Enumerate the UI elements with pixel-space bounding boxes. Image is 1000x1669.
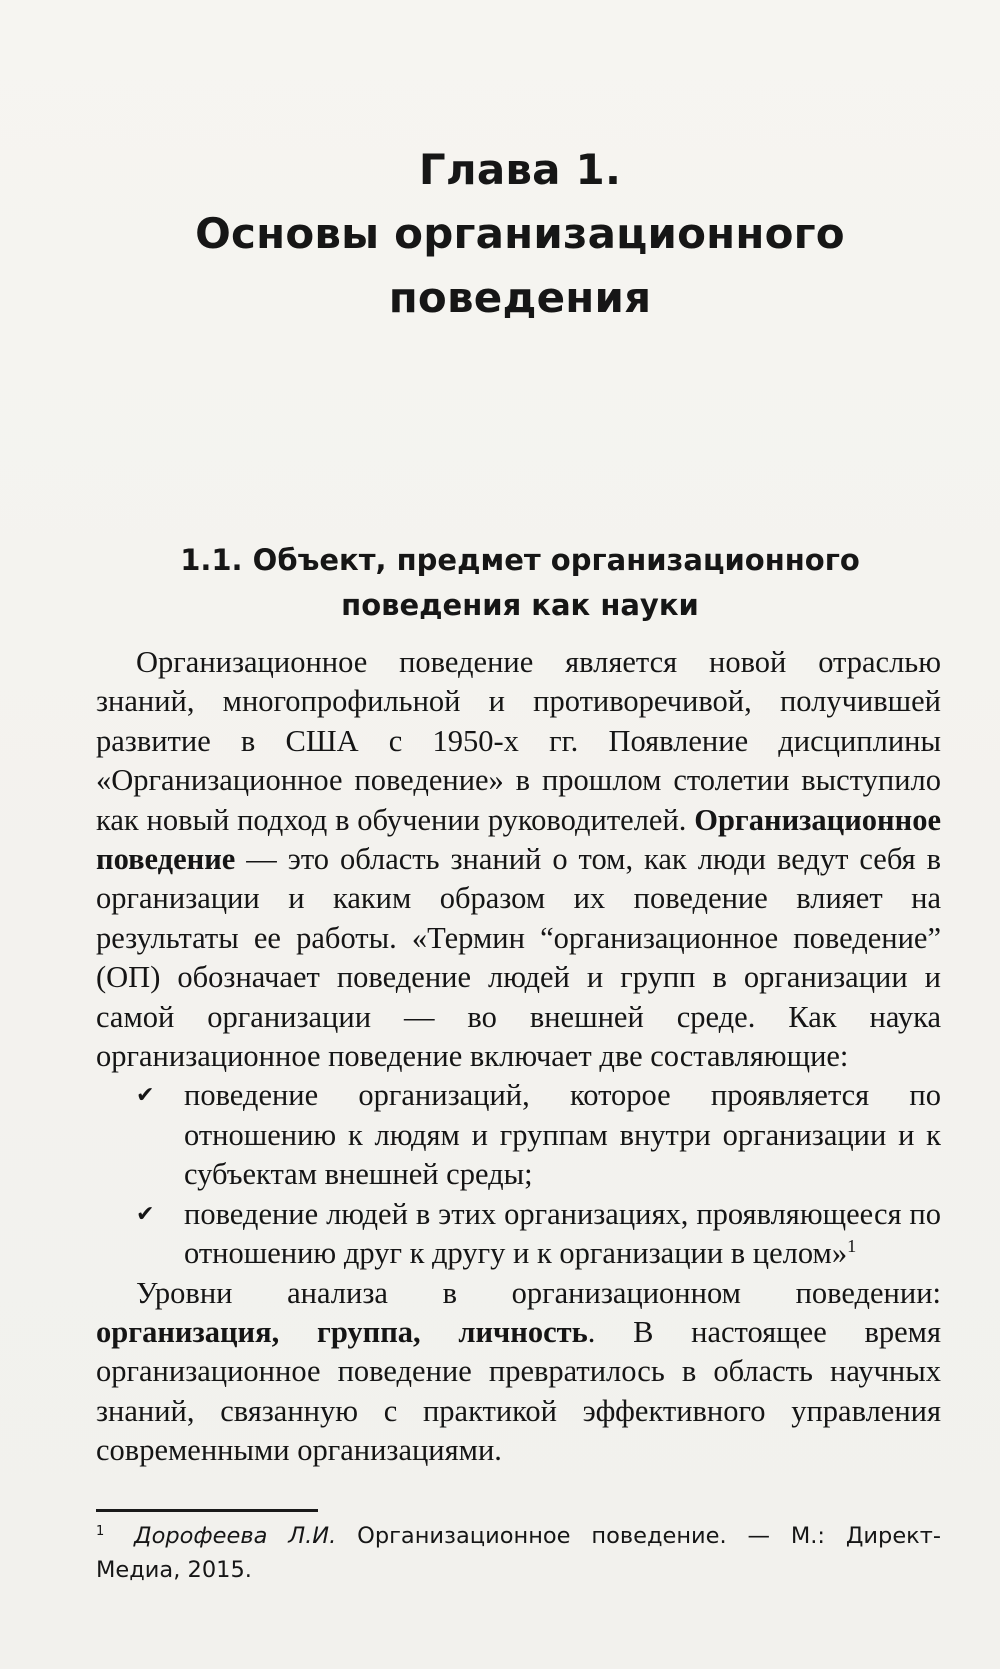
chapter-title — [100, 138, 940, 330]
footnote-text: Организационное поведение. — М.: Директ-Медиа, 2015. — [96, 1523, 941, 1583]
bold-term: Организационное поведение — [96, 802, 941, 877]
list-item — [96, 1076, 941, 1194]
section-heading — [100, 538, 940, 628]
paragraph — [96, 643, 941, 1076]
paragraph-text: Уровни анализа в организационном поведении: — [136, 1275, 941, 1310]
footnote-reference[interactable]: 1 — [847, 1235, 857, 1256]
paragraph-text: Организационное поведение является новой отраслью знаний, многопрофильной и противоречивой, получившей развитие в США с 1950-х гг. Появление дисциплины «Организационное поведение» в прошлом столетии выступило как новый подход в обучении руководителей. — [96, 645, 941, 837]
paragraph-text: . В настоящее время организационное поведение превратилось в область научных знаний, связанную с практикой эффективного управления современными организациями. — [96, 1314, 941, 1468]
section-heading-line: поведения как науки — [341, 588, 699, 622]
paragraph — [96, 1274, 941, 1471]
list-item — [96, 1195, 941, 1274]
chapter-title-line: Основы организационного — [195, 209, 845, 258]
section-heading-line: 1.1. Объект, предмет организационного — [180, 543, 860, 577]
chapter-number: Глава 1. — [418, 145, 622, 194]
footnote-author: Дорофеева Л.И. — [134, 1523, 337, 1549]
body-text — [96, 643, 941, 1471]
footnote-divider — [96, 1509, 318, 1512]
checklist — [96, 1076, 941, 1273]
checkmark-icon: ✔ — [136, 1083, 155, 1109]
bold-levels: организация, группа, личность — [96, 1314, 588, 1349]
paragraph-text: — это область знаний о том, как люди ведут себя в организации и каким образом их поведение влияет на результаты ее работы. «Термин “организационное поведение” (ОП) обозначает поведение людей и групп в организации и самой организации — во внешней среде. Как наука организационное поведение включает две составляющие: — [96, 842, 941, 1074]
footnote: 1 Дорофеева Л.И. Организационное поведение. — М.: Директ-Медиа, 2015. — [96, 1523, 941, 1583]
checkmark-icon: ✔ — [136, 1201, 155, 1227]
list-item-text: поведение организаций, которое проявляется по отношению к людям и группам внутри организации и к субъектам внешней среды; — [184, 1078, 941, 1192]
chapter-title-line: поведения — [388, 273, 652, 322]
list-item-text: поведение людей в этих организациях, проявляющееся по отношению друг к другу и к организации в целом» — [184, 1196, 941, 1271]
